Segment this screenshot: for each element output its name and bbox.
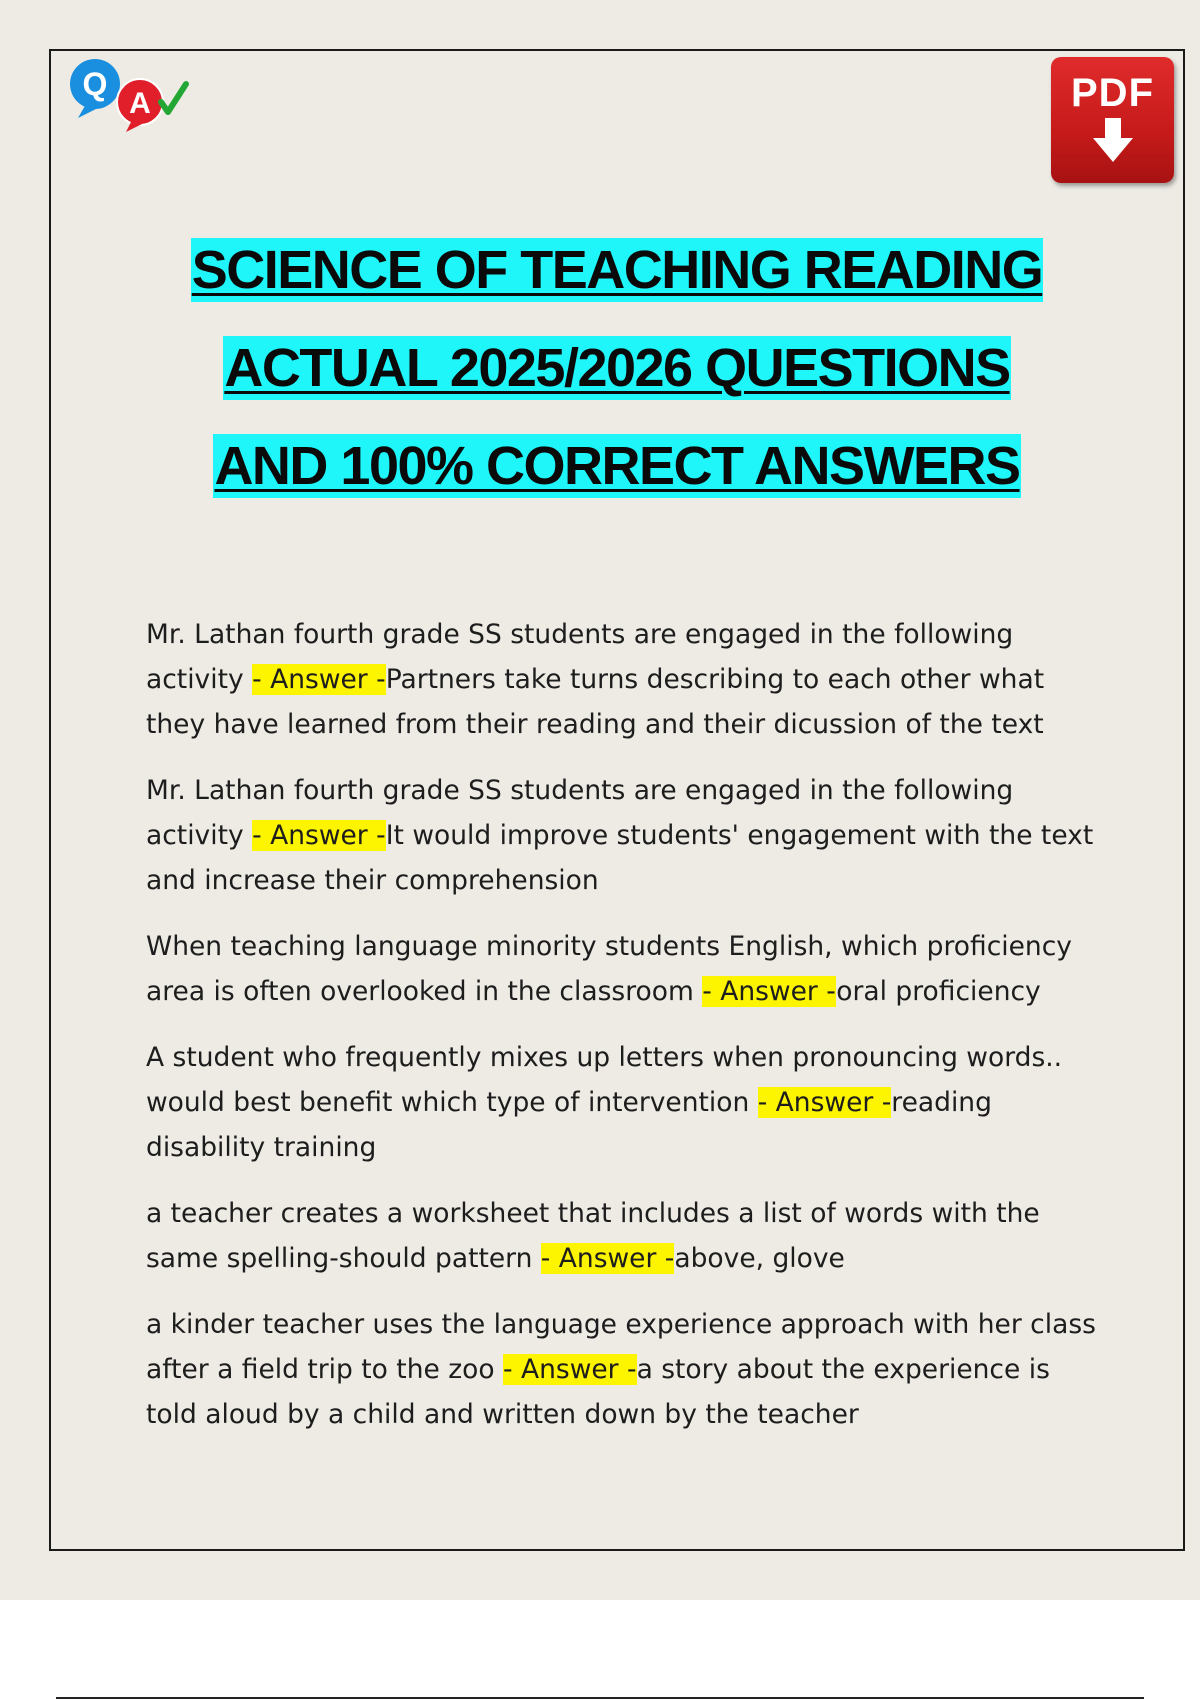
logo-a-letter: A — [129, 87, 151, 120]
download-arrow-icon — [1093, 118, 1133, 164]
title-line-2: ACTUAL 2025/2026 QUESTIONS — [224, 338, 1010, 398]
qa-item — [146, 768, 1106, 903]
pdf-download-button[interactable] — [1051, 57, 1174, 183]
question-text: a kinder teacher uses the language experience approach with her class after a field trip to the zoo — [146, 1309, 1096, 1385]
logo-q-letter: Q — [82, 66, 108, 102]
document-title — [0, 238, 1200, 532]
qa-item — [146, 612, 1106, 747]
answer-text: Partners take turns describing to each other what they have learned from their reading and their dicussion of the text — [146, 664, 1045, 740]
answer-text: oral proficiency — [836, 976, 1041, 1007]
question-text: a teacher creates a worksheet that includes a list of words with the same spelling-should pattern — [146, 1198, 1040, 1274]
answer-tag: - Answer - — [252, 820, 386, 851]
qa-logo-icon — [68, 56, 198, 136]
answer-text: above, glove — [674, 1243, 845, 1274]
answer-text: It would improve students' engagement with the text and increase their comprehension — [146, 820, 1094, 896]
qa-item — [146, 924, 1106, 1014]
answer-tag: - Answer - — [252, 664, 386, 695]
qa-list — [146, 612, 1106, 1458]
answer-tag: - Answer - — [502, 1354, 637, 1385]
answer-tag: - Answer - — [757, 1087, 892, 1118]
qa-item — [146, 1191, 1106, 1281]
question-text: A student who frequently mixes up letters when pronouncing words.. would best benefit which type of intervention — [146, 1042, 1063, 1118]
question-text: Mr. Lathan fourth grade SS students are engaged in the following activity — [146, 619, 1014, 695]
question-text: When teaching language minority students English, which proficiency area is often overlooked in the classroom — [146, 931, 1072, 1007]
pdf-label: PDF — [1071, 71, 1154, 115]
answer-text: a story about the experience is told aloud by a child and written down by the teacher — [146, 1354, 1050, 1430]
answer-tag: - Answer - — [702, 976, 837, 1007]
answer-tag: - Answer - — [540, 1243, 675, 1274]
question-text: Mr. Lathan fourth grade SS students are engaged in the following activity — [146, 775, 1014, 851]
footer-divider — [56, 1697, 1144, 1699]
qa-item — [146, 1035, 1106, 1170]
answer-text: reading disability training — [146, 1087, 992, 1163]
qa-item — [146, 1302, 1106, 1437]
title-line-3: AND 100% CORRECT ANSWERS — [214, 436, 1020, 496]
title-line-1: SCIENCE OF TEACHING READING — [191, 240, 1043, 300]
